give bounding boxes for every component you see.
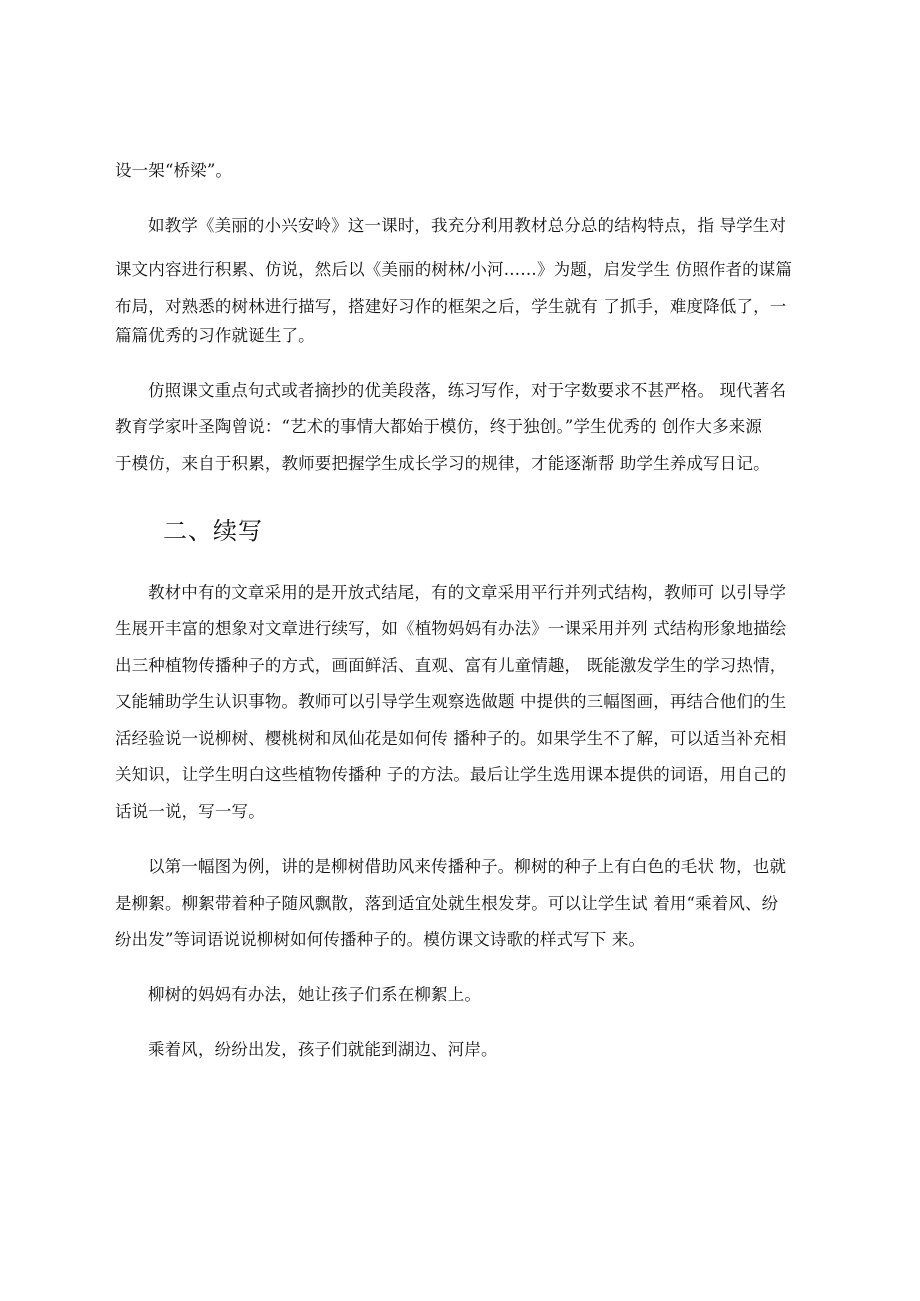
paragraph-1-line: 布局，对熟悉的树林进行描写，搭建好习作的框架之后，学生就有 了抓手，难度降低了，一 (115, 297, 787, 316)
paragraph-3-line: 活经验说一说柳树、樱桃树和凤仙花是如何传 播种子的。如果学生不了解，可以适当补充相 (115, 729, 787, 748)
paragraph-3-line: 教材中有的文章采用的是开放式结尾，有的文章采用平行并列式结构，教师可 以引导学 (148, 583, 787, 602)
section-heading: 二、续写 (163, 517, 263, 545)
paragraph-3-line: 又能辅助学生认识事物。教师可以引导学生观察选做题 中提供的三幅图画，再结合他们的生 (115, 692, 787, 711)
intro-line: 设一架“桥梁”。 (115, 161, 233, 180)
paragraph-1-line: 课文内容进行积累、仿说，然后以《美丽的树林/小河……》为题，启发学生 仿照作者的谋篇 (115, 260, 793, 279)
poem-line: 乘着风，纷纷出发，孩子们就能到湖边、河岸。 (148, 1040, 498, 1059)
paragraph-3-line: 出三种植物传播种子的方式，画面鲜活、直观、富有儿童情趣， 既能激发学生的学习热情， (115, 656, 787, 675)
paragraph-3-line: 生展开丰富的想象对文章进行续写，如《植物妈妈有办法》一课采用并列 式结构形象地描绘 (115, 619, 787, 638)
paragraph-1-line: 篇篇优秀的习作就诞生了。 (115, 326, 315, 345)
paragraph-4-line: 是柳絮。柳絮带着种子随风飘散，落到适宜处就生根发芽。可以让学生试 着用“乘着风、纷 (115, 894, 779, 913)
paragraph-3-line: 关知识，让学生明白这些植物传播种 子的方法。最后让学生选用课本提供的词语，用自己的 (115, 765, 787, 784)
paragraph-3-line: 话说一说，写一写。 (115, 802, 265, 821)
paragraph-1-line: 如教学《美丽的小兴安岭》这一课时，我充分利用教材总分总的结构特点，指 导学生对 (148, 216, 787, 235)
paragraph-2-line: 于模仿，来自于积累，教师要把握学生成长学习的规律，才能逐渐帮 助学生养成写日记。 (115, 454, 770, 473)
paragraph-2-line: 仿照课文重点句式或者摘抄的优美段落，练习写作，对于字数要求不甚严格。 现代著名 (148, 381, 787, 400)
paragraph-4-line: 纷出发”等词语说说柳树如何传播种子的。模仿课文诗歌的样式写下 来。 (115, 930, 646, 949)
paragraph-4-line: 以第一幅图为例，讲的是柳树借助风来传播种子。柳树的种子上有白色的毛状 物，也就 (148, 857, 787, 876)
poem-line: 柳树的妈妈有办法，她让孩子们系在柳絮上。 (148, 985, 481, 1004)
paragraph-2-line: 教育学家叶圣陶曾说：“艺术的事情大都始于模仿，终于独创。”学生优秀的 创作大多来源 (115, 417, 763, 436)
